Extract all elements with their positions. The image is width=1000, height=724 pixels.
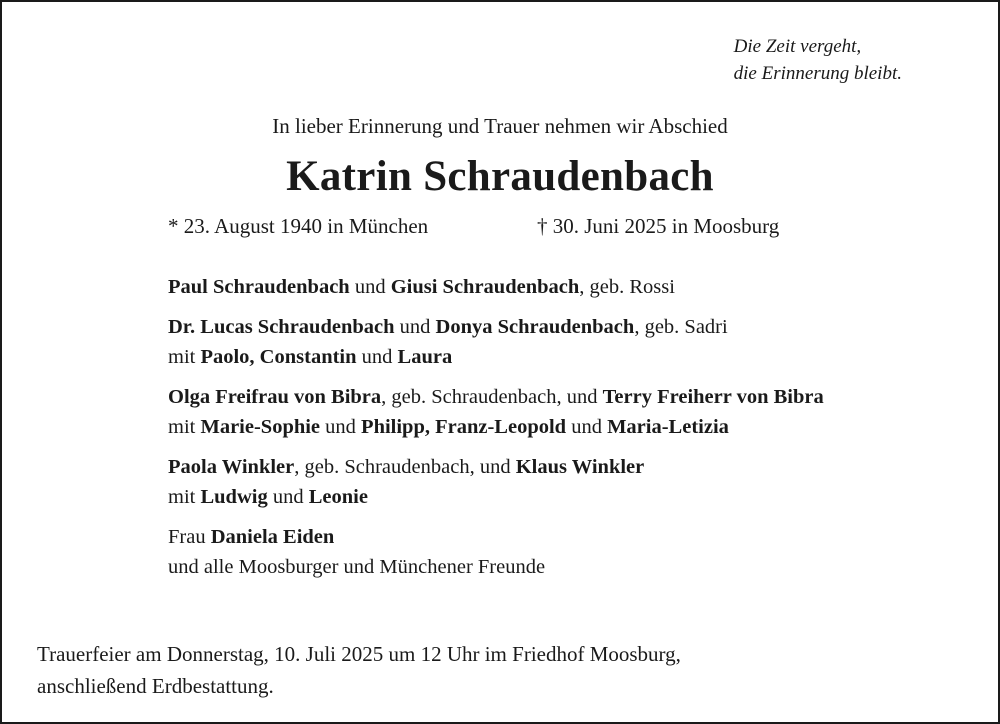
mourner-line <box>168 312 988 342</box>
mourners-list <box>168 272 988 592</box>
connector-text: mit <box>168 486 201 508</box>
connector-text: , geb. Schraudenbach, und <box>294 456 516 478</box>
mourner-group-4 <box>168 452 988 512</box>
title-prefix: Frau <box>168 526 211 548</box>
child-name: Ludwig <box>200 486 268 508</box>
child-name: Laura <box>397 346 453 368</box>
children-line <box>168 342 988 372</box>
birth-date: * 23. August 1940 in München <box>168 214 429 238</box>
child-names: Philipp, Franz-Leopold <box>361 416 567 438</box>
connector-text: , geb. Schraudenbach, und <box>381 386 603 408</box>
connector-text: und <box>267 486 309 508</box>
mourner-name: Olga Freifrau von Bibra <box>168 386 382 408</box>
mourner-name: Paul Schraudenbach <box>168 276 350 298</box>
connector-text: und <box>320 416 362 438</box>
connector-text: mit <box>168 416 201 438</box>
mourner-group-3 <box>168 382 988 442</box>
motto <box>734 33 902 87</box>
mourner-line <box>168 382 988 412</box>
motto-line-2: die Erinnerung bleibt. <box>733 63 902 84</box>
mourner-line <box>168 522 988 552</box>
connector-text: und <box>356 346 398 368</box>
service-line-2: anschließend Erdbestattung. <box>37 674 274 698</box>
children-line <box>168 482 988 512</box>
mourner-name: Terry Freiherr von Bibra <box>602 386 824 408</box>
children-line <box>168 412 988 442</box>
service-line-1: Trauerfeier am Donnerstag, 10. Juli 2025 um 12 Uhr im Friedhof Moosburg, <box>37 642 681 666</box>
maiden-name: , geb. Rossi <box>579 276 675 298</box>
motto-line-1: Die Zeit vergeht, <box>733 36 862 57</box>
maiden-name: , geb. Sadri <box>634 316 728 338</box>
connector-text: und <box>566 416 608 438</box>
mourner-name: Daniela Eiden <box>210 526 335 548</box>
child-names: Paolo, Constantin <box>200 346 357 368</box>
mourner-group-5 <box>168 522 988 582</box>
mourner-name: Dr. Lucas Schraudenbach <box>168 316 395 338</box>
connector-text: mit <box>168 346 201 368</box>
mourner-line <box>168 452 988 482</box>
mourner-group-2 <box>168 312 988 372</box>
friends-line: und alle Moosburger und Münchener Freunde <box>168 556 546 578</box>
child-name: Leonie <box>308 486 368 508</box>
mourner-name: Paola Winkler <box>168 456 295 478</box>
connector-text: und <box>349 276 391 298</box>
connector-text: und <box>394 316 436 338</box>
mourner-group-1 <box>168 272 988 302</box>
mourner-name: Donya Schraudenbach <box>435 316 635 338</box>
funeral-service-info <box>37 638 957 702</box>
mourner-name: Klaus Winkler <box>515 456 645 478</box>
intro-text: In lieber Erinnerung und Trauer nehmen wir Abschied <box>272 114 728 138</box>
mourner-line <box>168 272 988 302</box>
child-name: Maria-Letizia <box>607 416 729 438</box>
death-date: † 30. Juni 2025 in Moosburg <box>537 214 780 238</box>
deceased-name: Katrin Schraudenbach <box>286 153 714 200</box>
child-name: Marie-Sophie <box>200 416 321 438</box>
mourner-name: Giusi Schraudenbach <box>390 276 580 298</box>
